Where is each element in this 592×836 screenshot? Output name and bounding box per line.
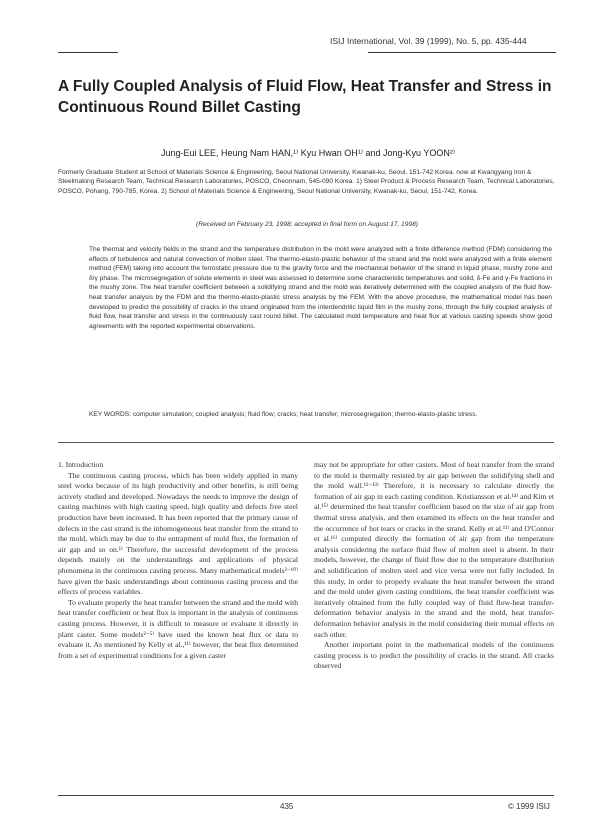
left-column [58,460,298,661]
paragraph: The continuous casting process, which has been widely applied in many steel works because of its high productivity and other benefits, is still being actively studied and developed. Nowadays the needs to improve the design of casting machines with high casting speed, high quality and defects free steel production have been increased. It has been reported that the primary cause of defects in the cast strand is the inhomogeneous heat transfer from the strand to the mold, which may be due to the entrapment of mold flux, the formation of air gap and so on.¹⁾ Therefore, the successful development of the process depends mainly on the understandings and applications of physical phenomena in the continuous casting process. Many mathematical models²⁻¹⁰⁾ have given the basic understandings about continuous casting process and the effects of process variables. [58,470,298,597]
abstract: The thermal and velocity fields in the strand and the temperature distribution in the mold were analyzed with a finite difference method (FDM) considering the effects of turbulence and natural convection of molten steel. The thermo-elasto-plastic behavior of the strand and the mold were analyzed with a finite element method (FEM) taking into account the ferrostatic pressure due to the gravity force and the mechanical behavior of the strand in liquid phase, mushy zone and δ/γ phase. The microsegregation of solute elements in steel was assessed to determine some characteristic temperatures and solid, δ-Fe and γ-Fe fractions in the mushy zone. The heat transfer coefficient between a solidifying strand and the mold was iteratively determined with the coupled analysis of the fluid flow-heat transfer analysis by the FDM and the thermo-elasto-plastic stress analysis by the FEM. With the above procedure, the mathematical model has been developed to predict the possibility of cracks in the strand originated from the interdendritic liquid film in the mushy zone, through the fully coupled analysis of fluid flow, heat transfer and stress in the continuously cast round billet. The calculated mold temperature and heat flux at various casting speeds show good agreements with the reported experimental observations. [89,246,552,330]
paragraph: To evaluate properly the heat transfer between the strand and the mold with heat transfer coefficient or heat flux is important in the analysis of continuous casting process. However, it is difficult to measure or evaluate it directly in plant caster. Some models²⁻⁵⁾ have used the known heat flux or data to evaluate it. As mentioned by Kelly et al.,¹¹⁾ however, the heat flux determined from a set of experimental conditions for a given caster [58,597,298,660]
received-date: (Received on February 23, 1998; accepted in final form on August 17, 1998) [196,221,418,228]
keywords: KEY WORDS: computer simulation; coupled analysis; fluid flow; cracks; heat transfer; microsegregation; thermo-elasto-plastic stress. [89,411,478,418]
affiliations: Formerly Graduate Student at School of Materials Science & Engineering, Seoul National University, Kwanak-ku, Seoul, 151-742 Korea. now at Kwangyang Iron & Steelmaking Research Team, Technical Research Laboratories, POSCO, Cheonnam, 545-090 Korea. 1) Steel Product & Process Research Team, Technical Laboratories, POSCO, Pohang, 790-785, Korea. 2) School of Materials Science & Engineering, Seoul National University, Kwanak-ku, Seoul, 151-742, Korea. [58,169,555,195]
right-column [314,460,554,672]
page-number: 435 [280,802,294,811]
header-rule-left [58,52,118,53]
paragraph: may not be appropriate for other casters. Most of heat transfer from the strand to the mold is thermally resisted by air gap between the solidifying shell and the mold wall.¹¹⁻¹³⁾ Therefore, it is necessary to calculate directly the formation of air gap in each casting condition. Kristiansson et al.¹⁴⁾ and Kim et al.¹⁵⁾ determined the heat transfer coefficient based on the size of air gap from thermal stress analysis, and then examined its effects on the heat transfer and the occurrence of hot tears or cracks in the strand. Kelly et al.¹¹⁾ and O'Connor et al.¹⁶⁾ computed directly the formation of air gap from the temperature analysis considering the surface fluid flow of molten steel is absent. In their models, however, the change of fluid flow due to the temperature distribution and solidification of molten steel and vice versa were not fully included. In this study, in order to properly evaluate the heat transfer between the strand and the mold under given casting conditions, the heat transfer coefficient was iteratively obtained from the fully coupled way of fluid flow-heat transfer-deformation behavior analysis in the strand and the mold, heat transfer-deformation behavior analysis in the mold considering their mutual effects on each other. [314,460,554,639]
section-heading-introduction: 1. Introduction [58,460,104,469]
footer-rule [58,795,554,796]
journal-citation: ISIJ International, Vol. 39 (1999), No. 5, pp. 435-444 [330,36,527,46]
paper-title: A Fully Coupled Analysis of Fluid Flow, Heat Transfer and Stress in Continuous Round Billet Casting [58,78,552,116]
paragraph: Another important point in the mathematical models of the continuous casting process is to predict the possibility of cracks in the strand. All cracks observed [314,640,554,671]
section-divider [58,442,554,443]
header-rule-right [368,52,556,53]
author-list: Jung-Eui LEE, Heung Nam HAN,¹⁾ Kyu Hwan OH¹⁾ and Jong-Kyu YOON²⁾ [160,148,456,158]
copyright-notice: © 1999 ISIJ [508,802,550,811]
